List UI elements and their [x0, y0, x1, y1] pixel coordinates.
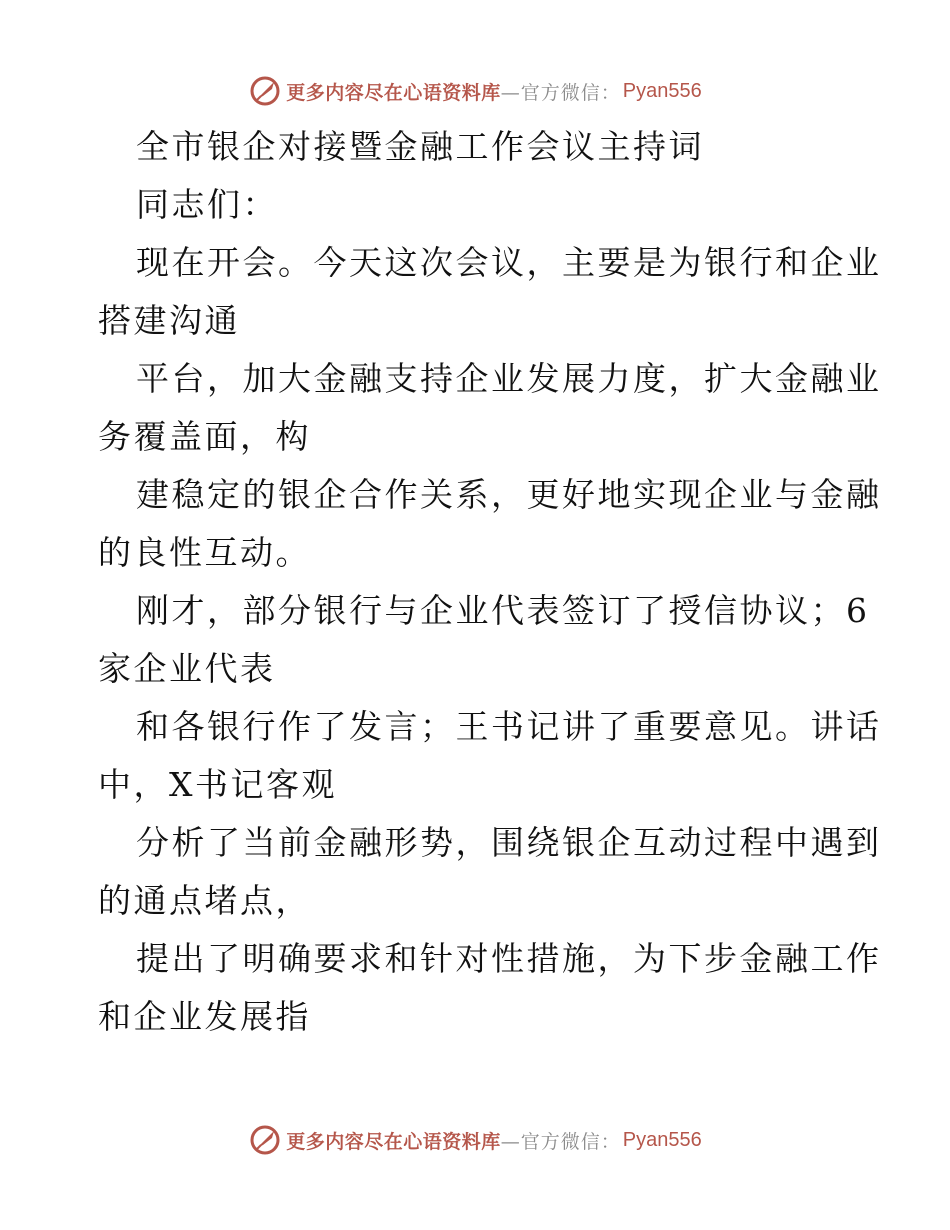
text-line: 和企业发展指	[98, 997, 311, 1036]
header-banner	[0, 71, 950, 111]
footer-banner	[0, 1120, 950, 1160]
text-line: 平台，加大金融支持企业发展力度，扩大金融业	[136, 359, 882, 398]
text-line: 搭建沟通	[98, 301, 240, 340]
text-line: 中，X书记客观	[98, 765, 337, 804]
banner-title: 更多内容尽在心语资料库	[286, 1130, 501, 1153]
banner-wechat-id: Pyan556	[622, 79, 702, 102]
text-line: 现在开会。今天这次会议，主要是为银行和企业	[136, 243, 882, 282]
text-line: 刚才，部分银行与企业代表签订了授信协议；6	[136, 591, 870, 630]
banner-subtitle: —官方微信：	[500, 1130, 621, 1153]
document-title: 全市银企对接暨金融工作会议主持词	[136, 127, 704, 166]
quill-logo-icon	[248, 74, 282, 108]
text-line: 建稳定的银企合作关系，更好地实现企业与金融	[136, 475, 882, 514]
banner-wechat-id: Pyan556	[622, 1128, 702, 1151]
text-line: 和各银行作了发言；王书记讲了重要意见。讲话	[136, 707, 882, 746]
text-line: 的良性互动。	[98, 533, 311, 572]
salutation: 同志们：	[136, 185, 278, 224]
quill-logo-icon	[248, 1123, 282, 1157]
banner-subtitle: —官方微信：	[500, 81, 621, 104]
banner-title: 更多内容尽在心语资料库	[286, 81, 501, 104]
text-line: 务覆盖面，构	[98, 417, 311, 456]
text-line: 的通点堵点，	[98, 881, 311, 920]
text-line: 提出了明确要求和针对性措施，为下步金融工作	[136, 939, 882, 978]
text-line: 分析了当前金融形势，围绕银企互动过程中遇到	[136, 823, 882, 862]
text-line: 家企业代表	[98, 649, 276, 688]
document-body	[98, 118, 882, 1046]
